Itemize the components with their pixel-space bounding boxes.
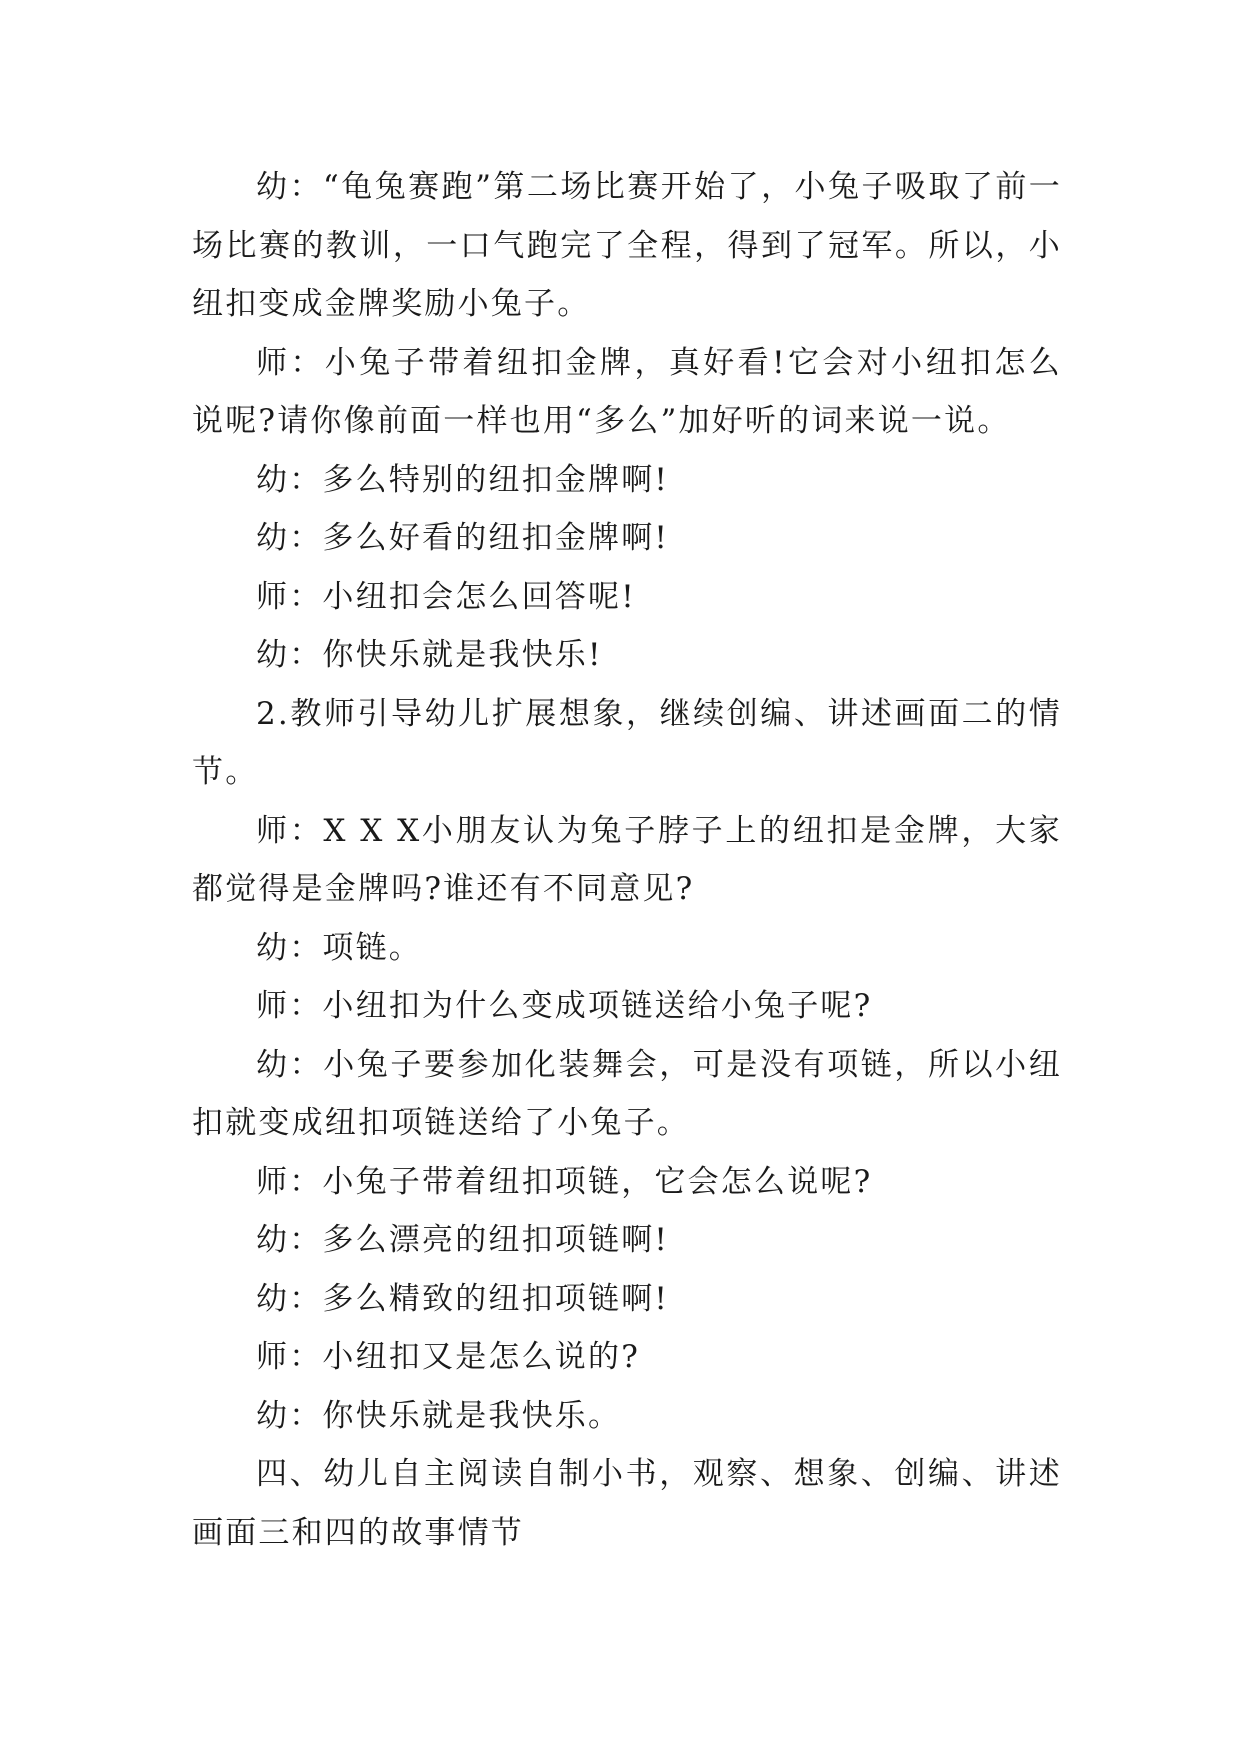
paragraph: 师：小纽扣为什么变成项链送给小兔子呢?: [256, 988, 873, 1024]
paragraph: 师：小纽扣会怎么回答呢!: [256, 578, 636, 615]
paragraph: 师：小纽扣又是怎么说的?: [256, 1339, 641, 1375]
paragraph: 幼：多么漂亮的纽扣项链啊!: [256, 1222, 670, 1258]
paragraph: 幼：你快乐就是我快乐!: [256, 637, 603, 673]
paragraph: 幼：多么特别的纽扣金牌啊!: [256, 461, 670, 498]
paragraph: 幼：项链。: [256, 929, 422, 966]
paragraph: 师：小兔子带着纽扣项链，它会怎么说呢?: [256, 1163, 873, 1200]
paragraph: 2.教师引导幼儿扩展想象，继续创编、讲述画面二的情节。: [192, 695, 1062, 790]
paragraph: 师：小兔子带着纽扣金牌，真好看!它会对小纽扣怎么说呢?请你像前面一样也用“多么”加好听的词来说一说。: [192, 344, 1062, 439]
section-heading: 四、幼儿自主阅读自制小书，观察、想象、创编、讲述画面三和四的故事情节: [192, 1456, 1062, 1551]
paragraph: 幼：多么好看的纽扣金牌啊!: [256, 520, 670, 556]
paragraph: 幼：“龟兔赛跑”第二场比赛开始了，小兔子吸取了前一场比赛的教训，一口气跑完了全程，得到了冠军。所以，小纽扣变成金牌奖励小兔子。: [192, 169, 1062, 322]
paragraph: 幼：多么精致的纽扣项链啊!: [256, 1280, 670, 1317]
paragraph: 师：X X X小朋友认为兔子脖子上的纽扣是金牌，大家都觉得是金牌吗?谁还有不同意见?: [192, 812, 1062, 907]
body-text: [192, 158, 1062, 1562]
paragraph: 幼：小兔子要参加化装舞会，可是没有项链，所以小纽扣就变成纽扣项链送给了小兔子。: [192, 1046, 1062, 1141]
paragraph: 幼：你快乐就是我快乐。: [256, 1397, 622, 1434]
